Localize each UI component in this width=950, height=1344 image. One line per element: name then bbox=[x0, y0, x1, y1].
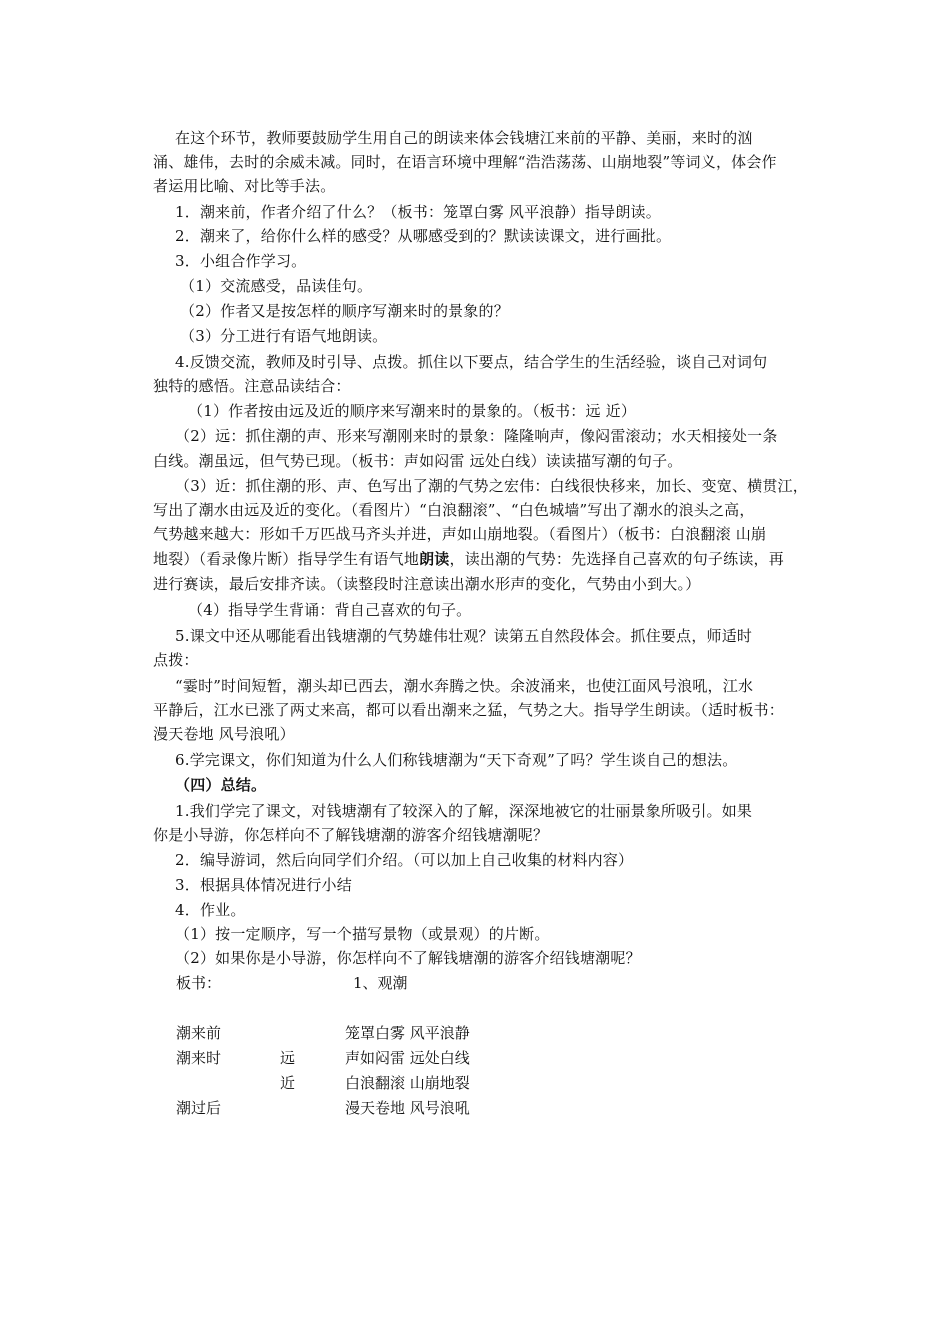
line-segment: 地裂）（看录像片断）指导学生有语气地 bbox=[153, 550, 420, 568]
paragraph-line: 白线。潮虽远，但气势已现。（板书：声如闷雷 远处白线）读读描写潮的句子。 bbox=[153, 452, 683, 470]
board-sub: 远 bbox=[280, 1049, 296, 1067]
bold-term: 朗读 bbox=[419, 550, 450, 568]
paragraph-line: 在这个环节，教师要鼓励学生用自己的朗读来体会钱塘江来前的平静、美丽，来时的汹 bbox=[175, 129, 753, 147]
paragraph-line: 3．小组合作学习。 bbox=[175, 252, 307, 270]
board-sub: 近 bbox=[280, 1074, 296, 1092]
board-stage: 潮来时 bbox=[176, 1049, 222, 1067]
paragraph-line: （2）远：抓住潮的声、形来写潮刚来时的景象：隆隆响声，像闷雷滚动；水天相接处一条 bbox=[175, 427, 778, 445]
paragraph-line: 独特的感悟。注意品读结合： bbox=[153, 377, 351, 395]
paragraph-line: （1）作者按由远及近的顺序来写潮来时的景象的。（板书：远 近） bbox=[188, 402, 637, 420]
paragraph-line: “霎时”时间短暂，潮头却已西去，潮水奔腾之快。余波涌来，也使江面风号浪吼，江水 bbox=[175, 677, 754, 695]
paragraph-line: 涌、雄伟，去时的余威未减。同时，在语言环境中理解“浩浩荡荡、山崩地裂”等词义，体会作 bbox=[153, 153, 777, 171]
paragraph-line: （3）近：抓住潮的形、声、色写出了潮的气势之宏伟：白线很快移来，加长、变宽、横贯江， bbox=[175, 477, 808, 495]
paragraph-line: 气势越来越大：形如千万匹战马齐头并进，声如山崩地裂。（看图片）（板书：白浪翻滚 山崩 bbox=[153, 525, 767, 543]
board-content: 白浪翻滚 山崩地裂 bbox=[345, 1074, 470, 1092]
paragraph-line bbox=[153, 547, 823, 571]
paragraph-line: 写出了潮水由远及近的变化。（看图片）“白浪翻滚”、“白色城墙”写出了潮水的浪头之高， bbox=[153, 501, 755, 519]
board-content: 笼罩白雾 风平浪静 bbox=[345, 1024, 470, 1042]
board-content: 声如闷雷 远处白线 bbox=[345, 1049, 470, 1067]
paragraph-line: 进行赛读，最后安排齐读。（读整段时注意读出潮水形声的变化，气势由小到大。） bbox=[153, 575, 701, 593]
paragraph-line: 1．潮来前，作者介绍了什么？（板书：笼罩白雾 风平浪静）指导朗读。 bbox=[175, 203, 661, 221]
paragraph-line: （1）按一定顺序，写一个描写景物（或景观）的片断。 bbox=[175, 925, 550, 943]
paragraph-line: 4．作业。 bbox=[175, 901, 246, 919]
paragraph-line: 4.反馈交流，教师及时引导、点拨。抓住以下要点，结合学生的生活经验，谈自己对词句 bbox=[175, 353, 768, 371]
paragraph-line: （3）分工进行有语气地朗读。 bbox=[180, 327, 388, 345]
section-heading: （四）总结。 bbox=[175, 776, 267, 794]
paragraph-line: （4）指导学生背诵：背自己喜欢的句子。 bbox=[188, 601, 472, 619]
board-title: 1、观潮 bbox=[353, 974, 408, 992]
paragraph-line: 3．根据具体情况进行小结 bbox=[175, 876, 352, 894]
paragraph-line: 2．潮来了，给你什么样的感受？从哪感受到的？默读读课文，进行画批。 bbox=[175, 227, 672, 245]
board-label: 板书： bbox=[176, 974, 222, 992]
paragraph-line: （2）如果你是小导游，你怎样向不了解钱塘潮的游客介绍钱塘潮呢？ bbox=[175, 949, 641, 967]
paragraph-line: 1.我们学完了课文，对钱塘潮有了较深入的了解，深深地被它的壮丽景象所吸引。如果 bbox=[175, 802, 753, 820]
paragraph-line: 点拨： bbox=[153, 651, 199, 669]
paragraph-line: 6.学完课文，你们知道为什么人们称钱塘潮为“天下奇观”了吗？学生谈自己的想法。 bbox=[175, 751, 738, 769]
paragraph-line: 平静后，江水已涨了两丈来高，都可以看出潮来之猛，气势之大。指导学生朗读。（适时板书： bbox=[153, 701, 784, 719]
board-content: 漫天卷地 风号浪吼 bbox=[345, 1099, 470, 1117]
board-stage: 潮来前 bbox=[176, 1024, 222, 1042]
paragraph-line: （1）交流感受，品读佳句。 bbox=[180, 277, 373, 295]
paragraph-line: 5.课文中还从哪能看出钱塘潮的气势雄伟壮观？读第五自然段体会。抓住要点，师适时 bbox=[175, 627, 753, 645]
paragraph-line: 漫天卷地 风号浪吼） bbox=[153, 725, 295, 743]
paragraph-line: 者运用比喻、对比等手法。 bbox=[153, 177, 336, 195]
board-stage: 潮过后 bbox=[176, 1099, 222, 1117]
paragraph-line: 你是小导游，你怎样向不了解钱塘潮的游客介绍钱塘潮呢？ bbox=[153, 826, 549, 844]
paragraph-line: 2．编导游词，然后向同学们介绍。（可以加上自己收集的材料内容） bbox=[175, 851, 634, 869]
line-segment: ，读出潮的气势：先选择自己喜欢的句子练读，再 bbox=[449, 550, 784, 568]
paragraph-line: （2）作者又是按怎样的顺序写潮来时的景象的？ bbox=[180, 302, 509, 320]
